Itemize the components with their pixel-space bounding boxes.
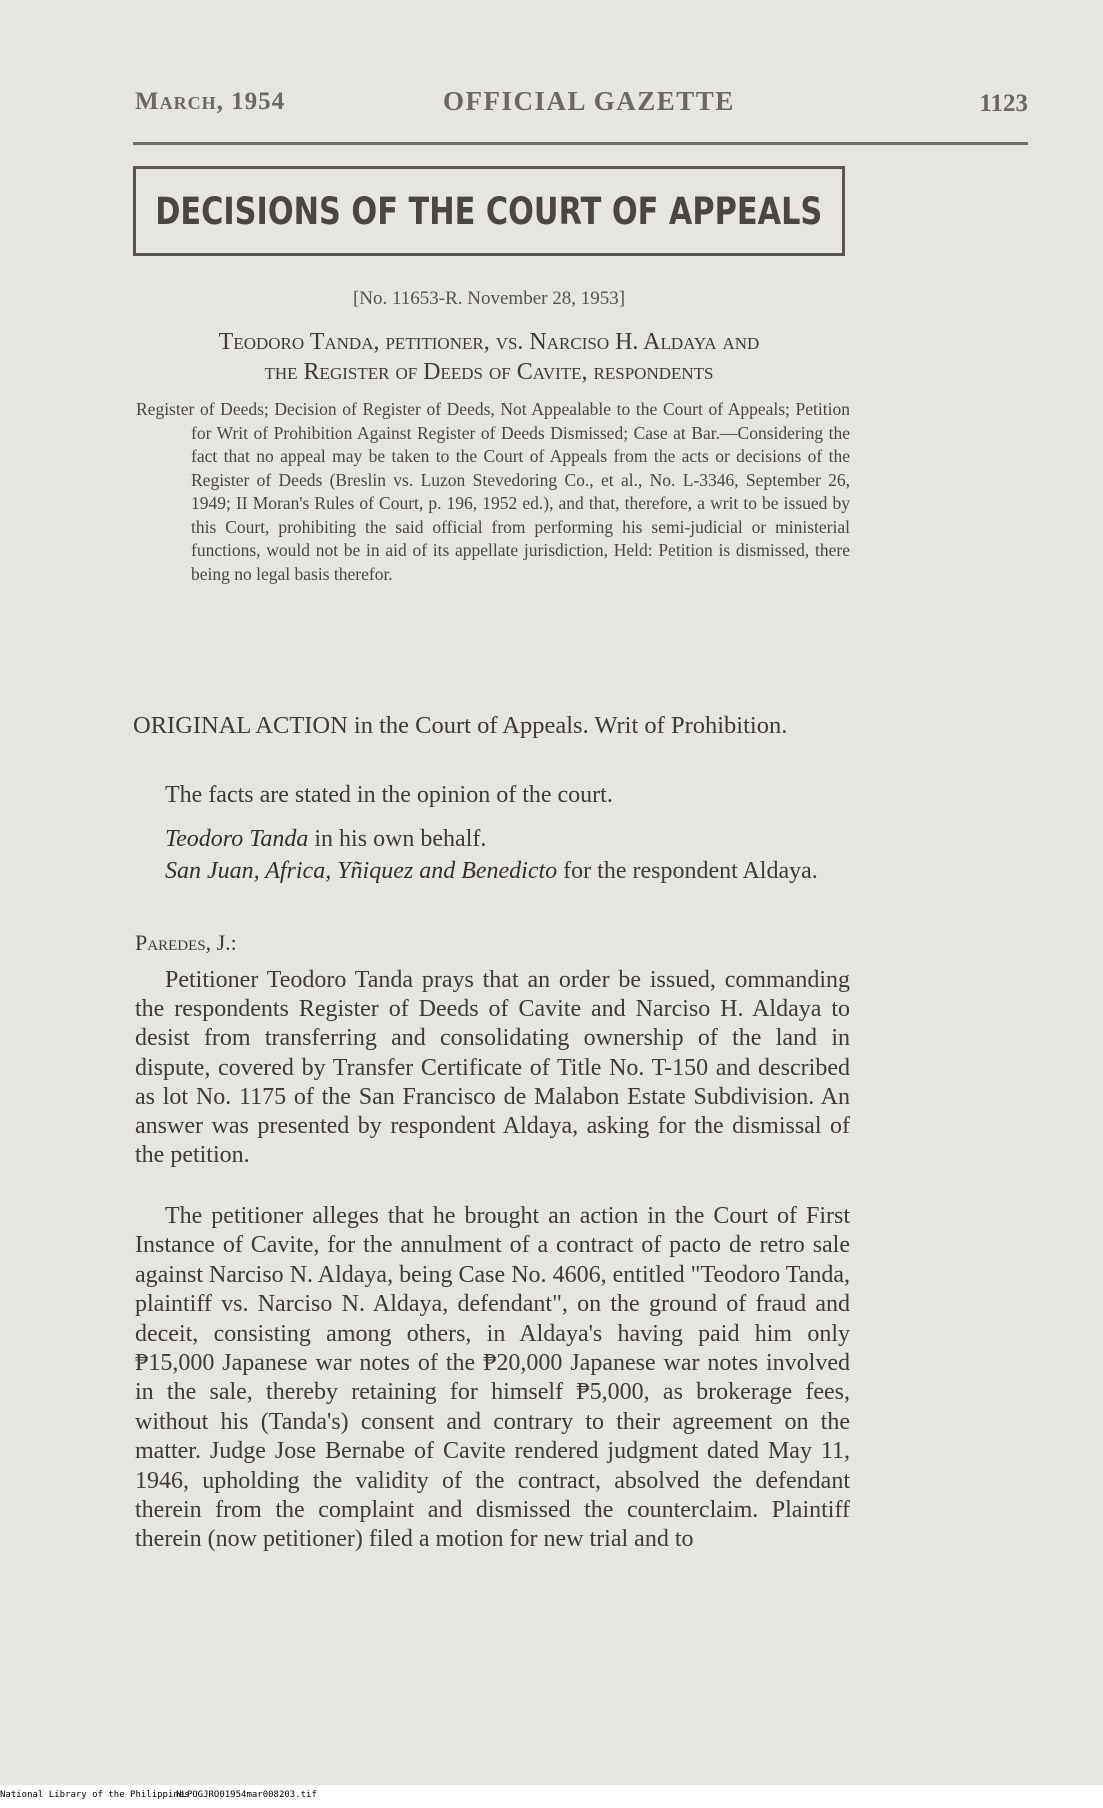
footer-file: NLPOGJRO01954mar008203.tif — [176, 1790, 317, 1800]
header-publication: OFFICIAL GAZETTE — [443, 86, 735, 116]
petitioner-counsel — [165, 825, 855, 854]
parties-line-2: the Register of Deeds of Cavite, respondents — [264, 359, 714, 385]
parties-line-1: Teodoro Tanda, petitioner, vs. Narciso H. Aldaya and — [218, 329, 760, 355]
original-action: ORIGINAL ACTION in the Court of Appeals. Writ of Prohibition. — [133, 712, 788, 739]
opinion-paragraph-2: The petitioner alleges that he brought an action in the Court of First Instance of Cavite, for the annulment of a contract of pacto de retro sale against Narciso N. Aldaya, being Case No. 4606, entitled "Teodoro Tanda, plaintiff vs. Narciso N. Aldaya, defendant", on the ground of fraud and deceit, consisting among others, in Aldaya's having paid him only ₱15,000 Japanese war notes of the ₱20,000 Japanese war notes involved in the sale, thereby retaining for himself ₱5,000, as brokerage fees, without his (Tanda's) consent and contrary to their agreement on the matter. Judge Jose Bernabe of Cavite rendered judgment dated May 11, 1946, upholding the validity of the contract, absolved the defendant therein from the complaint and dismissed the counterclaim. Plaintiff therein (now petitioner) filed a motion for new trial and to — [135, 1203, 850, 1553]
syllabus: Register of Deeds; Decision of Register of Deeds, Not Appealable to the Court of Appeals; Petition for Writ of Prohibition Against Register of Deeds Dismissed; Case at Bar.—Considering the fact that no appeal may be taken to the Court of Appeals from the acts or decisions of the Register of Deeds (Breslin vs. Luzon Stevedoring Co., et al., No. L-3346, September 26, 1949; II Moran's Rules of Court, p. 196, 1952 ed.), and that, therefore, a writ to be issued by this Court, prohibiting the said official from performing his semi-judicial or ministerial functions, would not be in aid of its appellate jurisdiction, Held: Petition is dismissed, there being no legal basis therefor. — [136, 399, 850, 584]
section-title-box — [133, 166, 845, 256]
facts-statement: The facts are stated in the opinion of the court. — [165, 782, 613, 808]
running-header — [135, 88, 1028, 128]
judge-name: Paredes, J.: — [135, 930, 237, 955]
footer-library: National Library of the Philippines — [0, 1790, 190, 1800]
respondent-role: for the respondent Aldaya. — [557, 858, 818, 884]
respondent-counsel — [135, 856, 850, 886]
petitioner-role: in his own behalf. — [308, 826, 487, 852]
case-parties — [133, 327, 845, 387]
header-date: March, 1954 — [135, 88, 286, 115]
section-title: DECISIONS OF THE COURT OF APPEALS — [155, 189, 823, 233]
header-page-number: 1123 — [979, 90, 1028, 117]
case-number: [No. 11653-R. November 28, 1953] — [352, 288, 626, 309]
petitioner-name: Teodoro Tanda — [165, 826, 309, 852]
header-rule — [133, 142, 1028, 145]
scan-footer — [0, 1790, 1103, 1808]
respondent-counsel-names: San Juan, Africa, Yñiquez and Benedicto — [165, 858, 558, 884]
opinion-paragraph-1: Petitioner Teodoro Tanda prays that an order be issued, commanding the respondents Register of Deeds of Cavite and Narciso H. Aldaya to desist from transferring and consolidating ownership of the land in dispute, covered by Transfer Certificate of Title No. T-150 and described as lot No. 1175 of the San Francisco de Malabon Estate Subdivision. An answer was presented by respondent Aldaya, asking for the dismissal of the petition. — [135, 967, 850, 1169]
